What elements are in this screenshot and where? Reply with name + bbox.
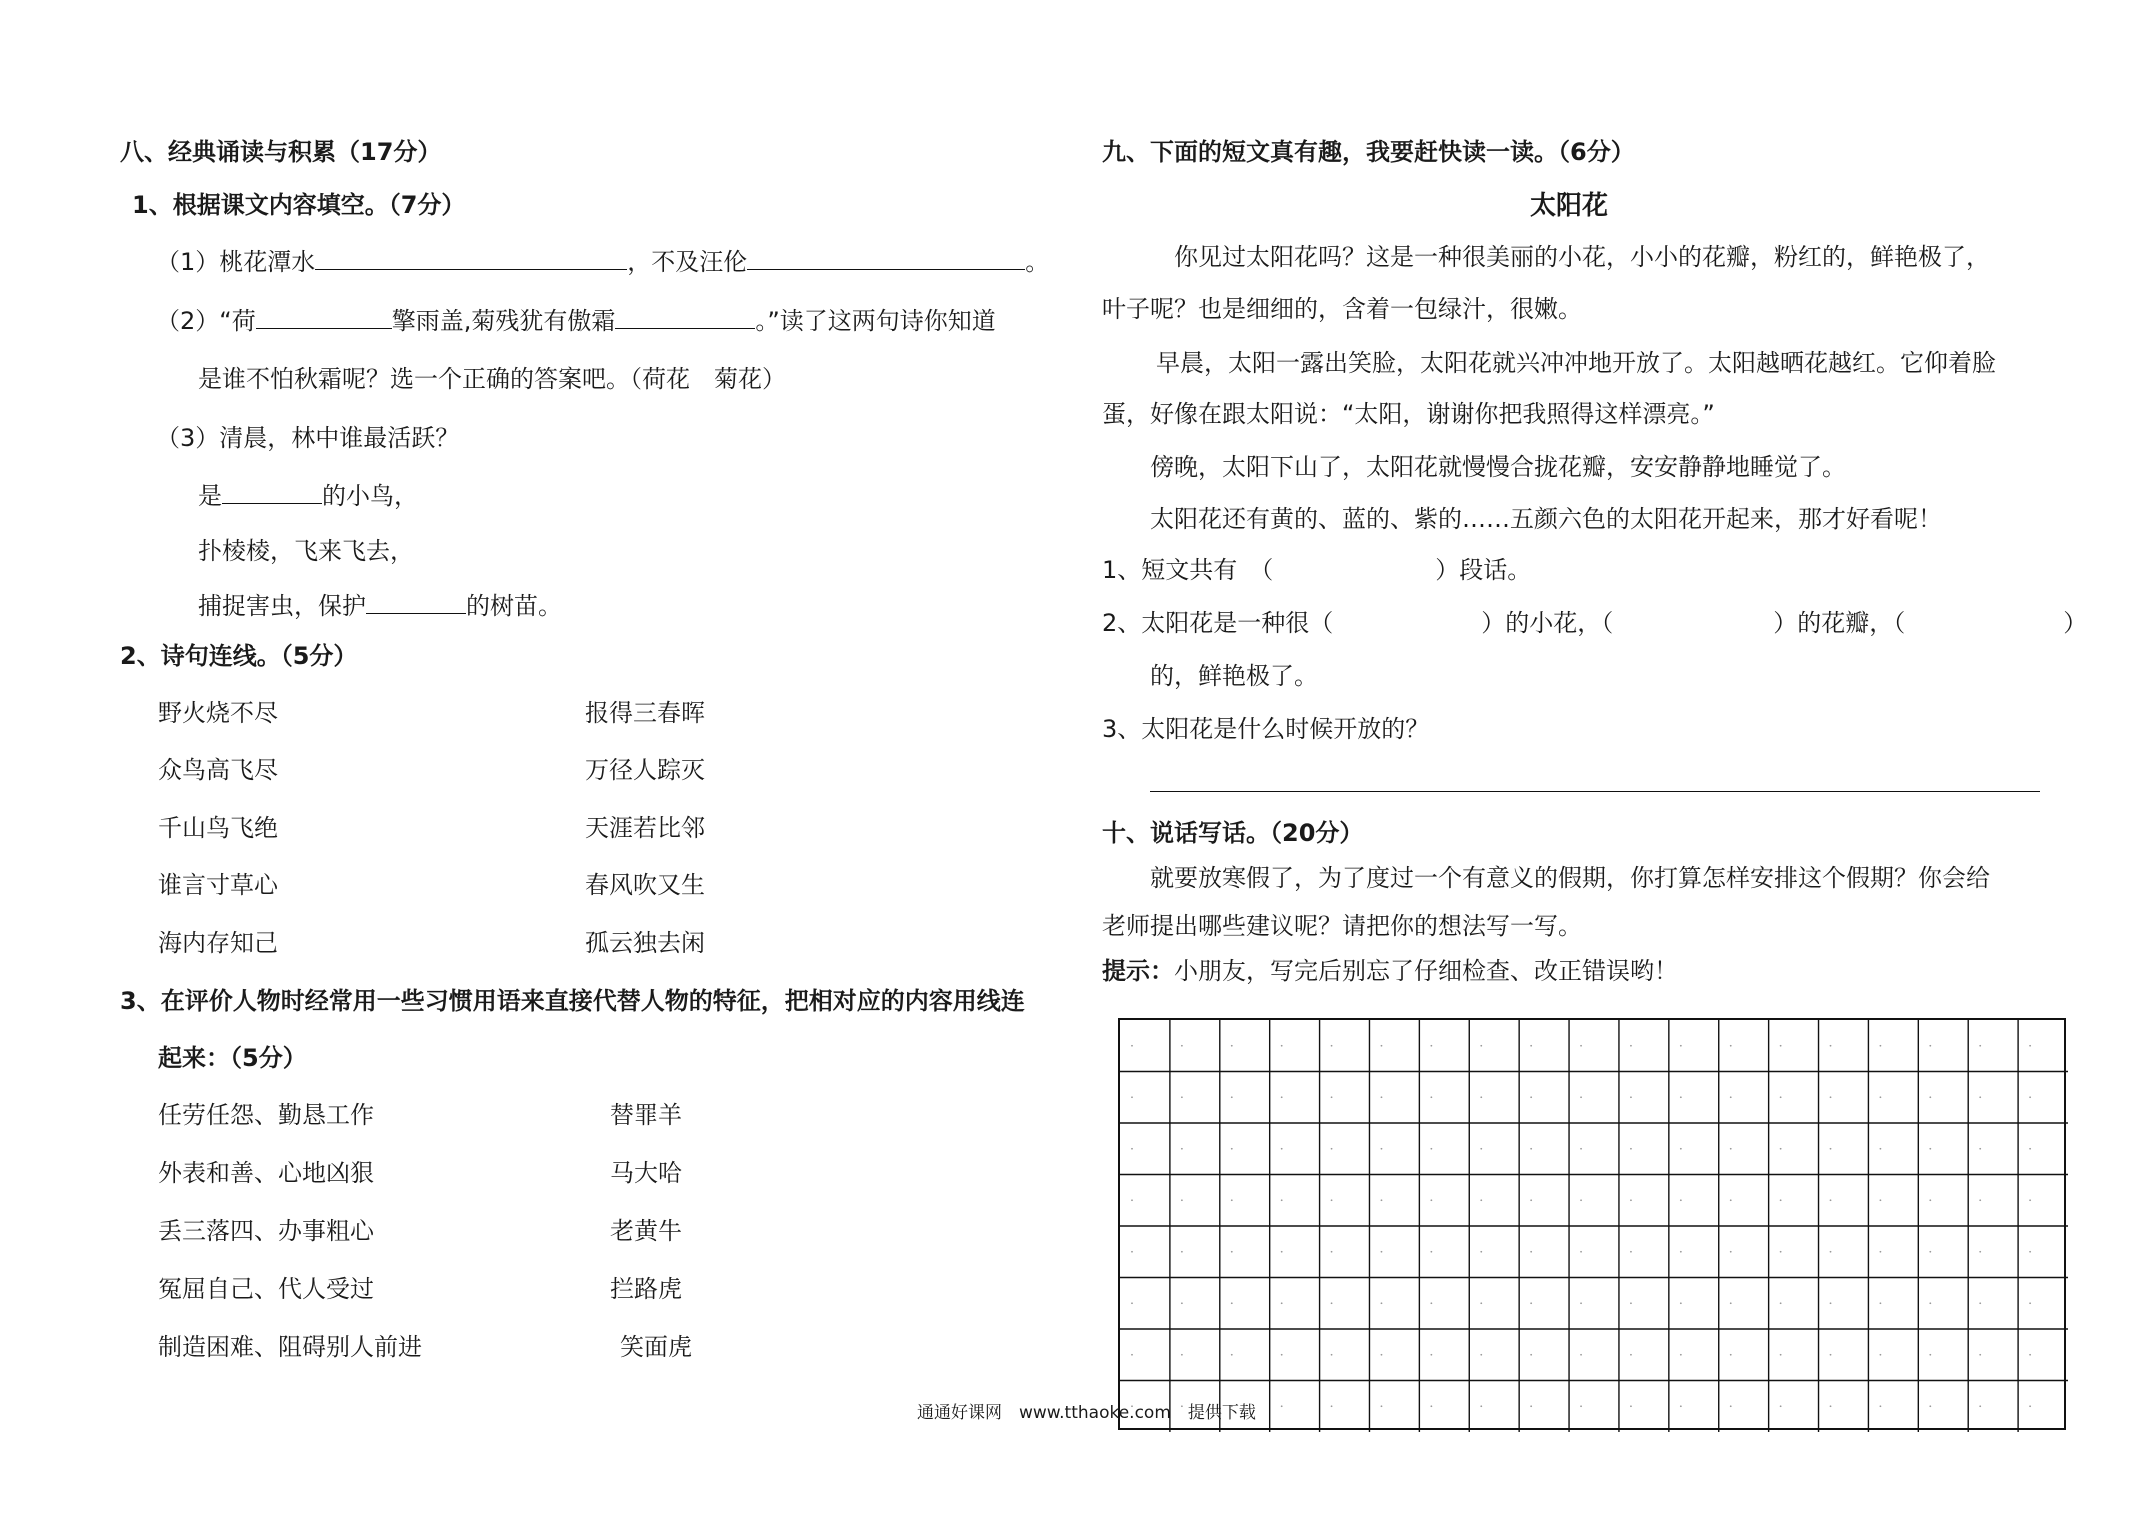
grid-cell-dot bbox=[1680, 1302, 1682, 1304]
grid-cell-dot bbox=[1730, 1096, 1732, 1098]
q1-line-1-text-c: 。 bbox=[1025, 248, 1050, 276]
grid-cell-dot bbox=[1780, 1199, 1782, 1201]
grid-cell-dot bbox=[1181, 1251, 1183, 1253]
grid-cell-dot bbox=[1730, 1045, 1732, 1047]
q3-left-item[interactable]: 任劳任怨、勤恳工作 bbox=[158, 1101, 374, 1129]
grid-cell-dot bbox=[1430, 1302, 1432, 1304]
grid-cell-dot bbox=[1929, 1045, 1931, 1047]
q2-right-item[interactable]: 天涯若比邻 bbox=[585, 814, 705, 842]
grid-cell-dot bbox=[1530, 1096, 1532, 1098]
grid-cell-dot bbox=[1131, 1354, 1133, 1356]
grid-cell-dot bbox=[2029, 1148, 2031, 1150]
writing-grid-lines bbox=[1120, 1020, 2068, 1432]
grid-cell-dot bbox=[1730, 1199, 1732, 1201]
section-9-title: 九、下面的短文真有趣，我要赶快读一读。（6分） bbox=[1102, 138, 1635, 166]
grid-cell-dot bbox=[2029, 1251, 2031, 1253]
q1-line-7-text-b: 的树苗。 bbox=[466, 592, 562, 620]
writing-grid[interactable] bbox=[1118, 1018, 2066, 1430]
grid-cell-dot bbox=[1430, 1251, 1432, 1253]
q2-left-item[interactable]: 海内存知己 bbox=[158, 929, 278, 957]
reading-q1 bbox=[1102, 557, 1531, 585]
grid-cell-dot bbox=[1929, 1354, 1931, 1356]
grid-cell-dot bbox=[1830, 1148, 1832, 1150]
q1-line-7 bbox=[198, 593, 562, 621]
grid-cell-dot bbox=[1131, 1148, 1133, 1150]
passage-p2-line-2: 蛋，好像在跟太阳说：“太阳，谢谢你把我照得这样漂亮。” bbox=[1102, 400, 1715, 428]
grid-cell-dot bbox=[1430, 1199, 1432, 1201]
q3-right-item[interactable]: 拦路虎 bbox=[610, 1275, 682, 1303]
grid-cell-dot bbox=[1430, 1148, 1432, 1150]
grid-cell-dot bbox=[1131, 1045, 1133, 1047]
grid-cell-dot bbox=[1830, 1045, 1832, 1047]
grid-cell-dot bbox=[1181, 1096, 1183, 1098]
grid-cell-dot bbox=[1530, 1354, 1532, 1356]
grid-cell-dot bbox=[1381, 1148, 1383, 1150]
grid-cell-dot bbox=[1630, 1354, 1632, 1356]
grid-cell-dot bbox=[1530, 1148, 1532, 1150]
q1-blank-3[interactable] bbox=[256, 308, 392, 329]
q1-line-2-text-c: 。”读了这两句诗你知道 bbox=[755, 307, 996, 335]
grid-cell-dot bbox=[1181, 1148, 1183, 1150]
grid-cell-dot bbox=[1680, 1096, 1682, 1098]
grid-cell-dot bbox=[1181, 1199, 1183, 1201]
grid-cell-dot bbox=[1580, 1045, 1582, 1047]
q3-right-item[interactable]: 替罪羊 bbox=[610, 1101, 682, 1129]
grid-cell-dot bbox=[1929, 1096, 1931, 1098]
grid-cell-dot bbox=[1780, 1405, 1782, 1407]
q3-right-item[interactable]: 笑面虎 bbox=[620, 1333, 692, 1361]
grid-cell-dot bbox=[1580, 1096, 1582, 1098]
reading-q3: 3、太阳花是什么时候开放的？ bbox=[1102, 715, 1430, 743]
grid-cell-dot bbox=[1131, 1302, 1133, 1304]
reading-q2-text-a: 2、太阳花是一种很（ bbox=[1102, 609, 1334, 637]
hint-text: 小朋友，写完后别忘了仔细检查、改正错误哟！ bbox=[1174, 957, 1678, 985]
grid-cell-dot bbox=[1480, 1302, 1482, 1304]
grid-cell-dot bbox=[1331, 1148, 1333, 1150]
grid-cell-dot bbox=[1381, 1045, 1383, 1047]
grid-cell-dot bbox=[1680, 1354, 1682, 1356]
grid-cell-dot bbox=[1630, 1045, 1632, 1047]
reading-q1-text-b: ）段话。 bbox=[1435, 556, 1532, 584]
grid-cell-dot bbox=[1680, 1199, 1682, 1201]
q1-title: 1、根据课文内容填空。（7分） bbox=[132, 191, 466, 219]
grid-cell-dot bbox=[1730, 1251, 1732, 1253]
grid-cell-dot bbox=[1131, 1096, 1133, 1098]
q3-left-item[interactable]: 冤屈自己、代人受过 bbox=[158, 1275, 374, 1303]
reading-q2-text-c: ）的花瓣，（ bbox=[1773, 609, 1906, 637]
grid-cell-dot bbox=[1780, 1096, 1782, 1098]
grid-cell-dot bbox=[1181, 1302, 1183, 1304]
reading-q2-text-d: ） bbox=[2063, 609, 2088, 637]
grid-cell-dot bbox=[1231, 1096, 1233, 1098]
grid-cell-dot bbox=[1880, 1405, 1882, 1407]
grid-cell-dot bbox=[1630, 1251, 1632, 1253]
grid-cell-dot bbox=[1580, 1199, 1582, 1201]
grid-cell-dot bbox=[1830, 1096, 1832, 1098]
grid-cell-dot bbox=[1430, 1405, 1432, 1407]
grid-cell-dot bbox=[1331, 1251, 1333, 1253]
grid-cell-dot bbox=[1331, 1405, 1333, 1407]
grid-cell-dot bbox=[1281, 1251, 1283, 1253]
q3-right-item[interactable]: 老黄牛 bbox=[610, 1217, 682, 1245]
grid-cell-dot bbox=[1830, 1354, 1832, 1356]
q1-blank-6[interactable] bbox=[366, 593, 466, 614]
q1-line-2-text-a: （2）“荷 bbox=[156, 307, 256, 335]
q1-line-1-text-a: （1）桃花潭水 bbox=[156, 248, 316, 276]
grid-cell-dot bbox=[1181, 1045, 1183, 1047]
grid-cell-dot bbox=[1281, 1199, 1283, 1201]
grid-cell-dot bbox=[1381, 1405, 1383, 1407]
q1-line-7-text-a: 捕捉害虫，保护 bbox=[198, 592, 366, 620]
grid-cell-dot bbox=[1480, 1148, 1482, 1150]
grid-cell-dot bbox=[1680, 1148, 1682, 1150]
grid-cell-dot bbox=[1830, 1302, 1832, 1304]
grid-cell-dot bbox=[2029, 1405, 2031, 1407]
grid-cell-dot bbox=[1231, 1148, 1233, 1150]
grid-cell-dot bbox=[1331, 1302, 1333, 1304]
grid-cell-dot bbox=[1580, 1302, 1582, 1304]
grid-cell-dot bbox=[1929, 1251, 1931, 1253]
grid-cell-dot bbox=[1830, 1251, 1832, 1253]
grid-cell-dot bbox=[1231, 1251, 1233, 1253]
section-10-prompt-line-2: 老师提出哪些建议呢？请把你的想法写一写。 bbox=[1102, 912, 1582, 940]
grid-cell-dot bbox=[1730, 1354, 1732, 1356]
q3-left-item[interactable]: 外表和善、心地凶狠 bbox=[158, 1159, 374, 1187]
q3-right-item[interactable]: 马大哈 bbox=[610, 1159, 682, 1187]
grid-cell-dot bbox=[1480, 1199, 1482, 1201]
grid-cell-dot bbox=[1530, 1045, 1532, 1047]
grid-cell-dot bbox=[1979, 1199, 1981, 1201]
grid-cell-dot bbox=[1231, 1199, 1233, 1201]
grid-cell-dot bbox=[1281, 1096, 1283, 1098]
grid-cell-dot bbox=[1381, 1251, 1383, 1253]
q1-line-2 bbox=[156, 308, 996, 336]
grid-cell-dot bbox=[1780, 1045, 1782, 1047]
grid-cell-dot bbox=[1880, 1251, 1882, 1253]
footer-credit: 通通好课网 www.tthaoke.com 提供下载 bbox=[917, 1403, 1256, 1423]
grid-cell-dot bbox=[1630, 1302, 1632, 1304]
grid-cell-dot bbox=[1331, 1199, 1333, 1201]
grid-cell-dot bbox=[1929, 1148, 1931, 1150]
q1-line-2-text-b: 擎雨盖,菊残犹有傲霜 bbox=[391, 307, 616, 335]
grid-cell-dot bbox=[1830, 1199, 1832, 1201]
grid-cell-dot bbox=[1480, 1045, 1482, 1047]
grid-cell-dot bbox=[1929, 1302, 1931, 1304]
grid-cell-dot bbox=[1530, 1302, 1532, 1304]
grid-cell-dot bbox=[1580, 1405, 1582, 1407]
grid-cell-dot bbox=[1780, 1251, 1782, 1253]
grid-cell-dot bbox=[1580, 1251, 1582, 1253]
grid-cell-dot bbox=[1131, 1199, 1133, 1201]
q2-left-item[interactable]: 众鸟高飞尽 bbox=[158, 756, 278, 784]
grid-cell-dot bbox=[1231, 1045, 1233, 1047]
q1-blank-2[interactable] bbox=[747, 249, 1025, 270]
passage-p2-line-1: 早晨，太阳一露出笑脸，太阳花就兴冲冲地开放了。太阳越晒花越红。它仰着脸 bbox=[1156, 349, 1996, 377]
grid-cell-dot bbox=[1929, 1405, 1931, 1407]
grid-cell-dot bbox=[1730, 1302, 1732, 1304]
grid-cell-dot bbox=[2029, 1199, 2031, 1201]
grid-cell-dot bbox=[1830, 1405, 1832, 1407]
grid-cell-dot bbox=[1730, 1148, 1732, 1150]
grid-cell-dot bbox=[1630, 1148, 1632, 1150]
grid-cell-dot bbox=[1480, 1251, 1482, 1253]
grid-cell-dot bbox=[1281, 1148, 1283, 1150]
reading-q2-line-2: 的，鲜艳极了。 bbox=[1150, 662, 1318, 690]
section-8-title: 八、经典诵读与积累（17分） bbox=[120, 138, 442, 166]
grid-cell-dot bbox=[1381, 1354, 1383, 1356]
reading-q2-text-b: ）的小花，（ bbox=[1481, 609, 1614, 637]
grid-cell-dot bbox=[1780, 1354, 1782, 1356]
q1-line-4: （3）清晨，林中谁最活跃？ bbox=[156, 424, 460, 452]
grid-cell-dot bbox=[1480, 1405, 1482, 1407]
q1-line-5-text-a: 是 bbox=[198, 482, 222, 510]
grid-cell-dot bbox=[1430, 1354, 1432, 1356]
grid-cell-dot bbox=[1181, 1354, 1183, 1356]
grid-cell-dot bbox=[2029, 1096, 2031, 1098]
grid-cell-dot bbox=[1381, 1302, 1383, 1304]
grid-cell-dot bbox=[1281, 1354, 1283, 1356]
q1-blank-4[interactable] bbox=[615, 308, 755, 329]
grid-cell-dot bbox=[1331, 1354, 1333, 1356]
grid-cell-dot bbox=[1880, 1045, 1882, 1047]
grid-cell-dot bbox=[1630, 1405, 1632, 1407]
q2-left-item[interactable]: 野火烧不尽 bbox=[158, 699, 278, 727]
q1-line-5 bbox=[198, 483, 418, 511]
q1-line-1 bbox=[156, 249, 1049, 277]
grid-cell-dot bbox=[1979, 1045, 1981, 1047]
q2-right-item[interactable]: 春风吹又生 bbox=[585, 871, 705, 899]
grid-cell-dot bbox=[2029, 1045, 2031, 1047]
q2-left-item[interactable]: 谁言寸草心 bbox=[158, 871, 278, 899]
grid-cell-dot bbox=[1131, 1251, 1133, 1253]
q2-right-item[interactable]: 万径人踪灭 bbox=[585, 756, 705, 784]
grid-cell-dot bbox=[1680, 1251, 1682, 1253]
grid-cell-dot bbox=[1929, 1199, 1931, 1201]
grid-cell-dot bbox=[1331, 1096, 1333, 1098]
grid-cell-dot bbox=[1381, 1199, 1383, 1201]
passage-p4: 太阳花还有黄的、蓝的、紫的……五颜六色的太阳花开起来，那才好看呢！ bbox=[1150, 505, 1942, 533]
grid-cell-dot bbox=[1480, 1096, 1482, 1098]
grid-cell-dot bbox=[1979, 1405, 1981, 1407]
q2-right-item[interactable]: 报得三春晖 bbox=[585, 699, 705, 727]
q1-blank-5[interactable] bbox=[222, 483, 322, 504]
q3-left-item[interactable]: 丢三落四、办事粗心 bbox=[158, 1217, 374, 1245]
grid-cell-dot bbox=[1880, 1354, 1882, 1356]
grid-cell-dot bbox=[1780, 1302, 1782, 1304]
grid-cell-dot bbox=[1480, 1354, 1482, 1356]
grid-cell-dot bbox=[1430, 1045, 1432, 1047]
grid-cell-dot bbox=[1680, 1045, 1682, 1047]
grid-cell-dot bbox=[1979, 1096, 1981, 1098]
reading-q3-answer-line[interactable] bbox=[1150, 791, 2040, 792]
grid-cell-dot bbox=[1880, 1302, 1882, 1304]
grid-cell-dot bbox=[1580, 1148, 1582, 1150]
grid-cell-dot bbox=[1231, 1302, 1233, 1304]
section-10-prompt-line-1: 就要放寒假了，为了度过一个有意义的假期，你打算怎样安排这个假期？你会给 bbox=[1150, 864, 1990, 892]
reading-q2 bbox=[1102, 610, 2087, 638]
grid-cell-dot bbox=[1730, 1405, 1732, 1407]
grid-cell-dot bbox=[1979, 1148, 1981, 1150]
grid-cell-dot bbox=[1231, 1354, 1233, 1356]
grid-cell-dot bbox=[2029, 1354, 2031, 1356]
q1-line-5-text-b: 的小鸟， bbox=[322, 482, 418, 510]
grid-cell-dot bbox=[1530, 1199, 1532, 1201]
passage-p3: 傍晚，太阳下山了，太阳花就慢慢合拢花瓣，安安静静地睡觉了。 bbox=[1150, 453, 1846, 481]
grid-cell-dot bbox=[1530, 1251, 1532, 1253]
hint-label: 提示： bbox=[1102, 957, 1174, 985]
grid-cell-dot bbox=[1381, 1096, 1383, 1098]
grid-cell-dot bbox=[1979, 1251, 1981, 1253]
grid-cell-dot bbox=[1880, 1096, 1882, 1098]
q1-line-6: 扑棱棱，飞来飞去， bbox=[198, 537, 414, 565]
passage-p1-line-1: 你见过太阳花吗？这是一种很美丽的小花，小小的花瓣，粉红的，鲜艳极了， bbox=[1174, 243, 1990, 271]
section-10-title: 十、说话写话。（20分） bbox=[1102, 819, 1364, 847]
grid-cell-dot bbox=[1281, 1045, 1283, 1047]
grid-cell-dot bbox=[1880, 1148, 1882, 1150]
grid-cell-dot bbox=[2029, 1302, 2031, 1304]
q1-line-1-text-b: ，不及汪伦 bbox=[627, 248, 748, 276]
section-10-hint bbox=[1102, 958, 1678, 986]
grid-cell-dot bbox=[1680, 1405, 1682, 1407]
grid-cell-dot bbox=[1880, 1199, 1882, 1201]
grid-cell-dot bbox=[1331, 1045, 1333, 1047]
grid-cell-dot bbox=[1430, 1096, 1432, 1098]
grid-cell-dot bbox=[1580, 1354, 1582, 1356]
grid-cell-dot bbox=[1979, 1302, 1981, 1304]
q3-left-item[interactable]: 制造困难、阻碍别人前进 bbox=[158, 1333, 422, 1361]
grid-cell-dot bbox=[1281, 1405, 1283, 1407]
q2-right-item[interactable]: 孤云独去闲 bbox=[585, 929, 705, 957]
passage-p1-line-2: 叶子呢？也是细细的，含着一包绿汁，很嫩。 bbox=[1102, 295, 1582, 323]
grid-cell-dot bbox=[1979, 1354, 1981, 1356]
grid-cell-dot bbox=[1630, 1199, 1632, 1201]
grid-cell-dot bbox=[1281, 1302, 1283, 1304]
q1-line-3: 是谁不怕秋霜呢？选一个正确的答案吧。（荷花 菊花） bbox=[198, 365, 786, 393]
q3-title-line-1: 3、在评价人物时经常用一些习惯用语来直接代替人物的特征，把相对应的内容用线连 bbox=[120, 987, 1025, 1015]
q3-title-line-2: 起来：（5分） bbox=[158, 1044, 307, 1072]
grid-cell-dot bbox=[1780, 1148, 1782, 1150]
q2-title: 2、诗句连线。（5分） bbox=[120, 642, 358, 670]
q1-blank-1[interactable] bbox=[315, 249, 627, 270]
reading-q1-text-a: 1、短文共有 （ bbox=[1102, 556, 1274, 584]
grid-cell-dot bbox=[1630, 1096, 1632, 1098]
passage-title: 太阳花 bbox=[1530, 191, 1609, 221]
q2-left-item[interactable]: 千山鸟飞绝 bbox=[158, 814, 278, 842]
grid-cell-dot bbox=[1530, 1405, 1532, 1407]
